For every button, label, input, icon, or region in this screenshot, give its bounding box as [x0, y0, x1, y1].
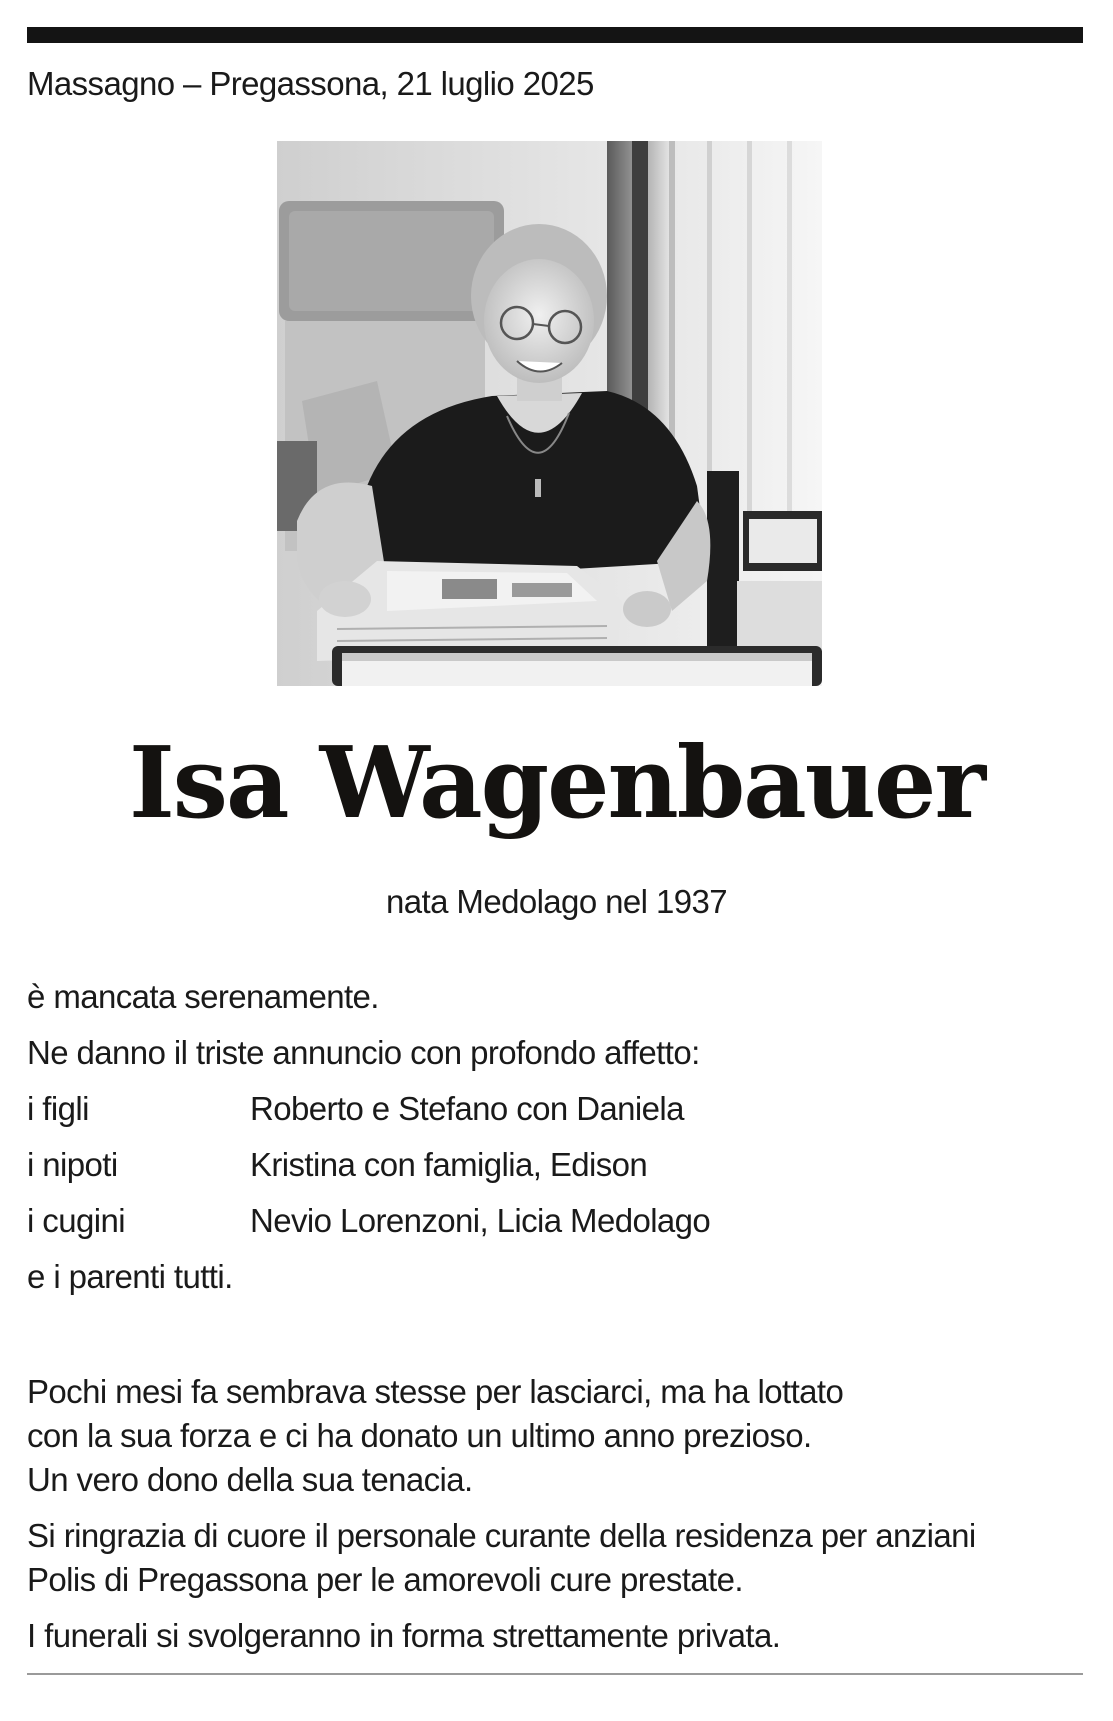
- birth-info: nata Medolago nel 1937: [386, 883, 727, 920]
- relative-label: i nipoti: [27, 1146, 118, 1183]
- thanks-line: Polis di Pregassona per le amorevoli cure prestate.: [27, 1561, 743, 1598]
- top-rule: [27, 27, 1083, 43]
- deceased-name: Isa Wagenbauer: [128, 726, 985, 841]
- relative-names: Roberto e Stefano con Daniela: [250, 1090, 684, 1127]
- others-line: e i parenti tutti.: [27, 1258, 233, 1295]
- relative-names: Nevio Lorenzoni, Licia Medolago: [250, 1202, 711, 1239]
- relative-label: i figli: [27, 1090, 89, 1127]
- thanks-line: Si ringrazia di cuore il personale curante della residenza per anziani: [27, 1517, 976, 1554]
- message-line: Un vero dono della sua tenacia.: [27, 1461, 473, 1498]
- dateline: Massagno – Pregassona, 21 luglio 2025: [27, 65, 594, 102]
- portrait-photo: [277, 141, 822, 686]
- funeral-line: I funerali si svolgeranno in forma strettamente privata.: [27, 1617, 781, 1654]
- relative-label: i cugini: [27, 1202, 125, 1239]
- announcement-line: Ne danno il triste annuncio con profondo affetto:: [27, 1034, 700, 1071]
- message-line: Pochi mesi fa sembrava stesse per lasciarci, ma ha lottato: [27, 1373, 844, 1410]
- intro-line: è mancata serenamente.: [27, 978, 379, 1015]
- bottom-rule: [27, 1673, 1083, 1675]
- message-line: con la sua forza e ci ha donato un ultimo anno prezioso.: [27, 1417, 812, 1454]
- relative-names: Kristina con famiglia, Edison: [250, 1146, 648, 1183]
